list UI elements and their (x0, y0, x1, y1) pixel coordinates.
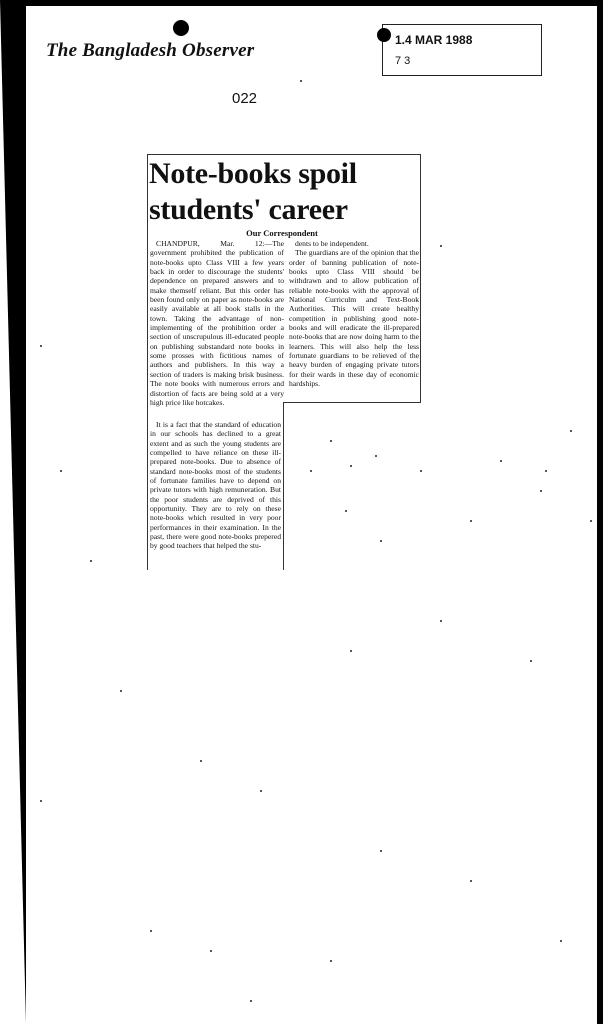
paragraph: It is a fact that the standard of education in our schools has declined to a great extent and as such the young students are compelled to have reliance on these ill-prepared note-books. Due to absence of standard note-books most of the students of fortunate families have to depend on private tutors with high remuneration. But the poor students are deprived of this opportunity. They are to rely on these note-books which resulted in very poor performances in their examination. In the past, there were good note-books prepered by good teachers that helped the stu- (150, 420, 281, 551)
clip-edge-inner (283, 402, 284, 570)
article-clipping (143, 154, 421, 570)
date-stamp (382, 24, 542, 76)
paragraph: dents to be independent. (295, 239, 369, 248)
scan-right-edge (597, 0, 603, 1024)
clip-edge-right (420, 154, 421, 402)
clip-edge-top (148, 154, 421, 155)
punch-hole (173, 20, 189, 36)
scan-top-edge (0, 0, 603, 6)
article-column-1-continued (150, 420, 281, 551)
article-headline (149, 156, 419, 228)
stamp-hole (377, 28, 391, 42)
scan-left-edge-cut (0, 0, 26, 1024)
clip-edge-step (283, 402, 421, 403)
stamp-date: 1.4 MAR 1988 (395, 33, 473, 47)
headline-line-2: students' career (149, 193, 348, 226)
article-column-1 (150, 239, 284, 407)
clip-edge-left (147, 154, 148, 570)
file-code: 022 (232, 90, 258, 107)
headline-line-1: Note-books spoil (149, 157, 357, 190)
article-column-2 (289, 239, 419, 389)
paragraph: The guardians are of the opinion that the order of banning publication of note-books upto Class VIII should be withdrawn and to allow publication of reliable note-books with the approval of National Curriculm and Text-Book Authorities. This will create healthy competition in publishing good note-books and will eradicate the ill-prepared note-books that are now doing harm to the learners. This will also help the less fortunate guardians to be relieved of the heavy burden of engaging private tutors for their wards in these day of economic hardships. (289, 248, 419, 389)
paragraph: CHANDPUR, Mar. 12:—The government prohibited the publication of note-books upto Class VIII a few years back in order to discourage the students' dependence on prepared answers and to make themself reliant. But this order has been found only on paper as note-books are easily available at all book stalls in the town. Taking the advantage of non-implementing of the prohibition order a section of unscrupulous ill-educated people on publishing substandard note books in some prosses with fictitious names of authors and publishers. In this way a section of traders is making brisk business. The note books with numerous errors and distortion of facts are being sold at a very high price like hotcakes. (150, 239, 284, 407)
article-byline: Our Correspondent (246, 228, 318, 238)
newspaper-masthead: The Bangladesh Observer (46, 40, 255, 61)
stamp-page: 7 3 (395, 55, 411, 67)
